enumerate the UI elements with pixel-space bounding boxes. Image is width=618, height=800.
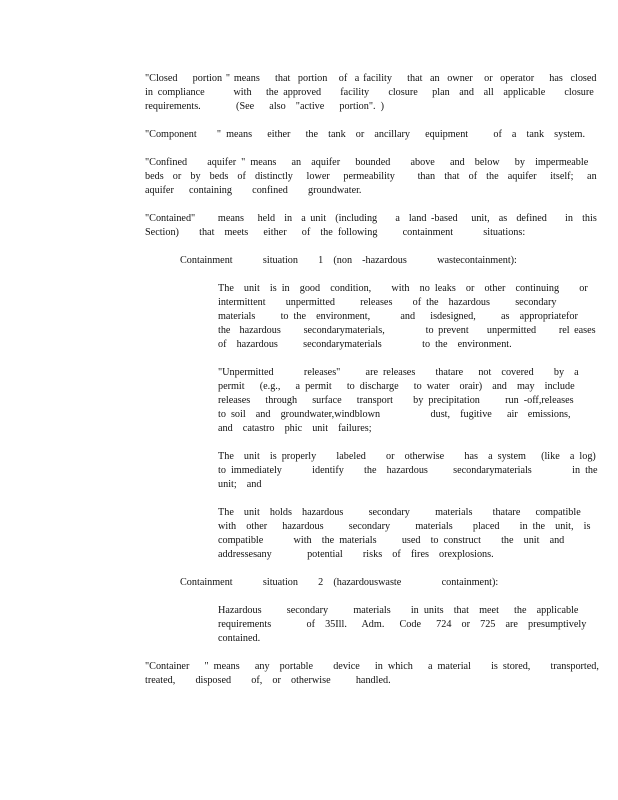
confined-aquifer-line-3: aquifer containing confined groundwater.	[145, 185, 362, 196]
unpermitted-releases-line-3: releases through surface transport by precipitation run -off,releases	[218, 395, 574, 406]
situation-1-condition-a-line-1: The unit is in good condition, with no leaks or other continuing or	[218, 283, 588, 294]
closed-portion-line-1: "Closed portion " means that portion of a facility that an owner or operator has closed	[145, 73, 597, 84]
situation-2-line-2: requirements of 35Ill. Adm. Code 724 or 725 are presumptively	[218, 619, 587, 630]
situation-1-condition-c-line-4: addressesany potential risks of fires orexplosions.	[218, 549, 494, 560]
situation-1-condition-a-line-3: materials to the environment, and isdesigned, as appropriatefor	[218, 311, 578, 322]
containment-situation-1-heading: Containment situation 1 (non -hazardous wastecontainment):	[180, 255, 517, 266]
closed-portion-line-2: in compliance with the approved facility closure plan and all applicable closure	[145, 87, 594, 98]
confined-aquifer-line-1: "Confined aquifer " means an aquifer bounded above and below by impermeable	[145, 157, 589, 168]
unpermitted-releases-line-2: permit (e.g., a permit to discharge to water orair) and may include	[218, 381, 575, 392]
unpermitted-releases-line-1: "Unpermitted releases" are releases thatare not covered by a	[218, 367, 579, 378]
container-line-1: "Container " means any portable device in which a material is stored, transported,	[145, 661, 599, 672]
situation-2-line-3: contained.	[218, 633, 261, 644]
component-line-1: "Component " means either the tank or ancillary equipment of a tank system.	[145, 129, 586, 140]
container-line-2: treated, disposed of, or otherwise handled.	[145, 675, 391, 686]
situation-2-line-1: Hazardous secondary materials in units that meet the applicable	[218, 605, 579, 616]
situation-1-condition-b-line-2: to immediately identify the hazardous secondarymaterials in the	[218, 465, 598, 476]
closed-portion-line-3: requirements. (See also "active portion". )	[145, 101, 384, 112]
situation-1-condition-b-line-1: The unit is properly labeled or otherwise has a system (like a log)	[218, 451, 596, 462]
situation-1-condition-c-line-2: with other hazardous secondary materials placed in the unit, is	[218, 521, 591, 532]
unpermitted-releases-line-4: to soil and groundwater,windblown dust, fugitive air emissions,	[218, 409, 571, 420]
situation-1-condition-c-line-3: compatible with the materials used to construct the unit and	[218, 535, 565, 546]
containment-situation-2-heading: Containment situation 2 (hazardouswaste containment):	[180, 577, 499, 588]
situation-1-condition-a-line-5: of hazardous secondarymaterials to the environment.	[218, 339, 512, 350]
situation-1-condition-a-line-2: intermittent unpermitted releases of the hazardous secondary	[218, 297, 557, 308]
contained-line-1: "Contained" means held in a unit (including a land -based unit, as defined in this	[145, 213, 597, 224]
contained-line-2: Section) that meets either of the following containment situations:	[145, 227, 526, 238]
situation-1-condition-b-line-3: unit; and	[218, 479, 262, 490]
situation-1-condition-c-line-1: The unit holds hazardous secondary materials thatare compatible	[218, 507, 581, 518]
confined-aquifer-line-2: beds or by beds of distinctly lower permeability than that of the aquifer itself; an	[145, 171, 597, 182]
situation-1-condition-a-line-4: the hazardous secondarymaterials, to prevent unpermitted rel eases	[218, 325, 596, 336]
unpermitted-releases-line-5: and catastro phic unit failures;	[218, 423, 372, 434]
